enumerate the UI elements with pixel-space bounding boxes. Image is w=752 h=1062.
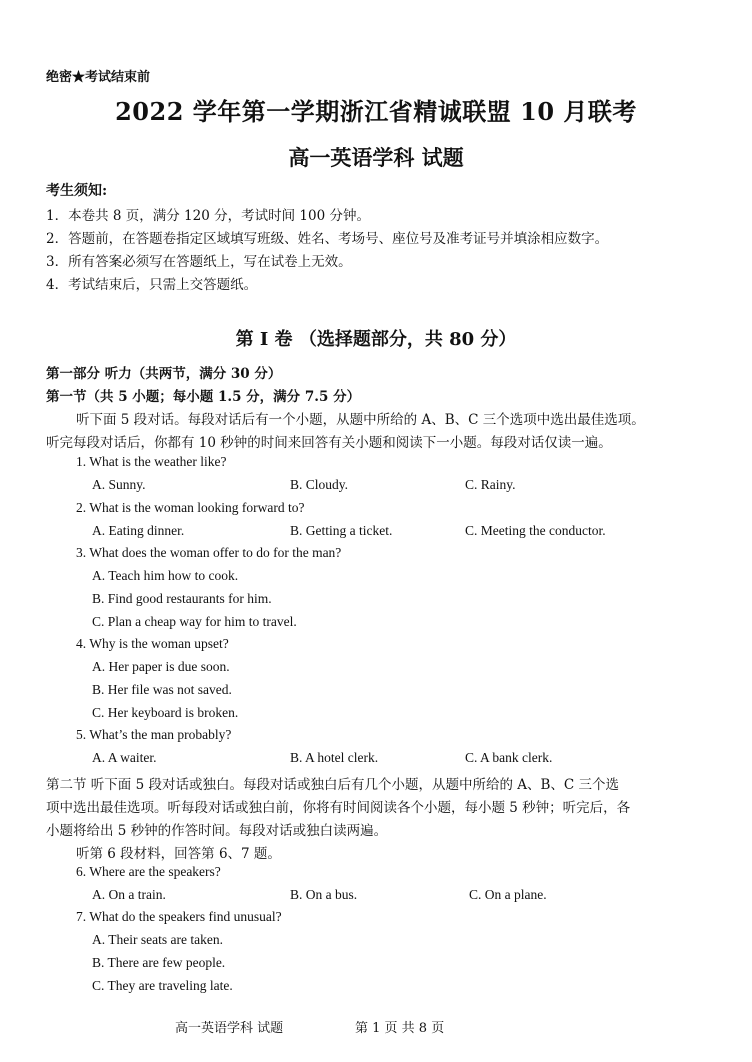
exam-subtitle: 高一英语学科 试题 bbox=[288, 145, 464, 170]
material-note: 听第 6 段材料，回答第 6、7 题。 bbox=[76, 846, 281, 862]
option-c: C. Plan a cheap way for him to travel. bbox=[92, 614, 297, 629]
notice-item: 3．所有答案必须写在答题纸上，写在试卷上无效。 bbox=[46, 254, 352, 270]
notice-item: 2．答题前，在答题卷指定区域填写班级、姓名、考场号、座位号及准考证号并填涂相应数字。 bbox=[46, 231, 609, 247]
option-c: C. On a plane. bbox=[469, 887, 547, 902]
section2-instructions: 项中选出最佳选项。听每段对话或独白前，你将有时间阅读各个小题，每小题 5 秒钟；听完后，各 bbox=[46, 800, 631, 816]
option-a: A. Her paper is due soon. bbox=[92, 659, 230, 674]
question: 4. Why is the woman upset? bbox=[76, 636, 229, 651]
option-c: C. A bank clerk. bbox=[465, 750, 553, 765]
option-b: B. Find good restaurants for him. bbox=[92, 591, 272, 606]
part1-heading: 第一部分 听力（共两节，满分 30 分） bbox=[46, 366, 282, 382]
option-c: C. Rainy. bbox=[465, 477, 516, 492]
footer-subject: 高一英语学科 试题 bbox=[175, 1021, 284, 1036]
option-c: C. They are traveling late. bbox=[92, 978, 233, 993]
option-b: B. Her file was not saved. bbox=[92, 682, 232, 697]
question: 7. What do the speakers find unusual? bbox=[76, 909, 282, 924]
option-a: A. Sunny. bbox=[92, 477, 146, 492]
option-a: A. A waiter. bbox=[92, 750, 157, 765]
exam-title: 2022 学年第一学期浙江省精诚联盟 10 月联考 bbox=[115, 97, 637, 126]
option-b: B. Cloudy. bbox=[290, 477, 349, 492]
section1-instructions: 听下面 5 段对话。每段对话后有一个小题，从题中所给的 A、B、C 三个选项中选出最佳选项。 bbox=[76, 412, 645, 428]
option-b: B. On a bus. bbox=[290, 887, 358, 902]
option-c: C. Her keyboard is broken. bbox=[92, 705, 239, 720]
question: 1. What is the weather like? bbox=[76, 454, 227, 469]
option-a: A. Eating dinner. bbox=[92, 523, 185, 538]
option-b: B. There are few people. bbox=[92, 955, 226, 970]
section1-instructions: 听完每段对话后，你都有 10 秒钟的时间来回答有关小题和阅读下一小题。每段对话仅读一遍。 bbox=[46, 435, 612, 451]
option-b: B. Getting a ticket. bbox=[290, 523, 393, 538]
question: 5. What’s the man probably? bbox=[76, 727, 232, 742]
question: 3. What does the woman offer to do for the man? bbox=[76, 545, 342, 560]
confidential-label: 绝密★考试结束前 bbox=[46, 70, 151, 85]
option-a: A. Their seats are taken. bbox=[92, 932, 223, 947]
question: 6. Where are the speakers? bbox=[76, 864, 221, 879]
option-b: B. A hotel clerk. bbox=[290, 750, 379, 765]
page-number: 第 1 页 共 8 页 bbox=[355, 1021, 445, 1036]
section2-instructions: 小题将给出 5 秒钟的作答时间。每段对话或独白读两遍。 bbox=[46, 823, 388, 839]
notice-item: 1．本卷共 8 页，满分 120 分，考试时间 100 分钟。 bbox=[46, 208, 370, 224]
notice-item: 4．考试结束后，只需上交答题纸。 bbox=[46, 277, 258, 293]
option-c: C. Meeting the conductor. bbox=[465, 523, 606, 538]
question: 2. What is the woman looking forward to? bbox=[76, 500, 305, 515]
section1-heading: 第一节（共 5 小题；每小题 1.5 分，满分 7.5 分） bbox=[46, 389, 361, 405]
option-a: A. Teach him how to cook. bbox=[92, 568, 239, 583]
section2-instructions: 第二节 听下面 5 段对话或独白。每段对话或独白后有几个小题，从题中所给的 A、B、C 三个选 bbox=[46, 777, 620, 793]
notice-heading: 考生须知: bbox=[46, 183, 108, 199]
volume-title: 第 I 卷 （选择题部分，共 80 分） bbox=[235, 329, 517, 350]
option-a: A. On a train. bbox=[92, 887, 166, 902]
